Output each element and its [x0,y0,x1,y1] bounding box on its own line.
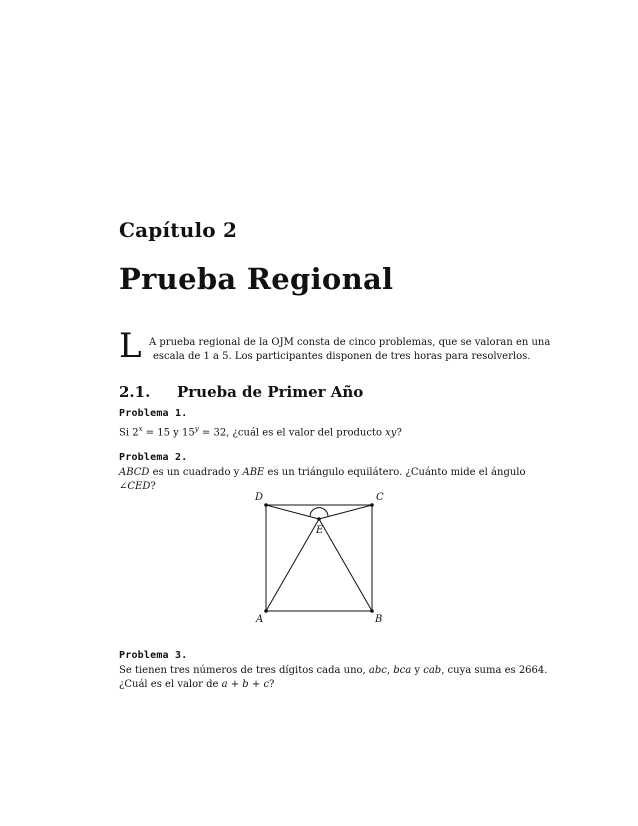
p2-text-a: es un cuadrado y [149,467,243,478]
p3-text-f: ? [269,679,275,690]
intro-line-1: A prueba regional de la OJM consta de cinco problemas, que se valoran en una [149,337,551,348]
p1-text-c: = 32, ¿cuál es el valor del producto [198,427,386,439]
square-abcd [266,505,372,611]
p2-math-abe: ABE [242,467,265,478]
section-title: Prueba de Primer Año [177,383,364,401]
p2-math-abcd: ABCD [119,467,150,478]
p3-text-e: ¿Cuál es el valor de [119,679,222,690]
geometry-figure [240,490,400,630]
angle-ced-arc [310,508,328,517]
p3-math-bca: bca [393,665,412,676]
p3-text-d: , cuya suma es 2664. [441,665,548,676]
chapter-title: Prueba Regional [119,262,394,296]
p1-text-d: ? [396,427,402,439]
intro-line-2: escala de 1 a 5. Los participantes disponen de tres horas para resolverlos. [153,351,531,362]
p3-text-a: Se tienen tres números de tres dígitos cada uno, [119,665,369,676]
label-e: E [316,525,324,536]
label-b: B [375,614,383,625]
p3-text-b: , [386,665,394,676]
p2-text-b: es un triángulo equilátero. ¿Cuánto mide el ángulo [264,467,526,478]
section-heading [119,383,363,401]
p2-text-c: ? [150,481,156,492]
p1-math-xy: xy [385,427,397,439]
problem-1-statement [119,422,402,440]
problem-2-line-2 [119,480,156,494]
point-d [264,503,268,507]
point-c [370,503,374,507]
drop-cap: L [119,326,142,366]
problem-3-line-1 [119,664,547,678]
problem-2-title: Problema 2. [119,452,188,463]
point-b [370,609,374,613]
problem-3-title: Problema 3. [119,650,188,661]
problem-3-line-2 [119,678,274,692]
p3-text-c: y [411,665,424,676]
segment-be [319,519,372,611]
point-a [264,609,268,613]
section-number: 2.1. [119,383,151,401]
p1-text-a: Si 2 [119,427,139,439]
p2-math-angle: ∠CED [119,481,151,492]
label-d: D [255,492,264,503]
p1-exp-x: x [138,425,143,433]
p1-text-b: = 15 y 15 [142,427,195,439]
intro-paragraph [119,326,551,366]
problem-2-line-1 [119,466,526,480]
p3-math-abc: abc [368,665,387,676]
label-c: C [376,492,384,503]
segment-ae [266,519,319,611]
p3-math-sum: a + b + c [221,679,270,690]
chapter-label: Capítulo 2 [119,218,238,242]
problem-1-title: Problema 1. [119,408,188,419]
p3-math-cab: cab [423,665,442,676]
p1-exp-y: y [194,425,199,433]
label-a: A [256,614,264,625]
square-triangle-diagram [240,490,400,630]
point-e [317,517,321,521]
